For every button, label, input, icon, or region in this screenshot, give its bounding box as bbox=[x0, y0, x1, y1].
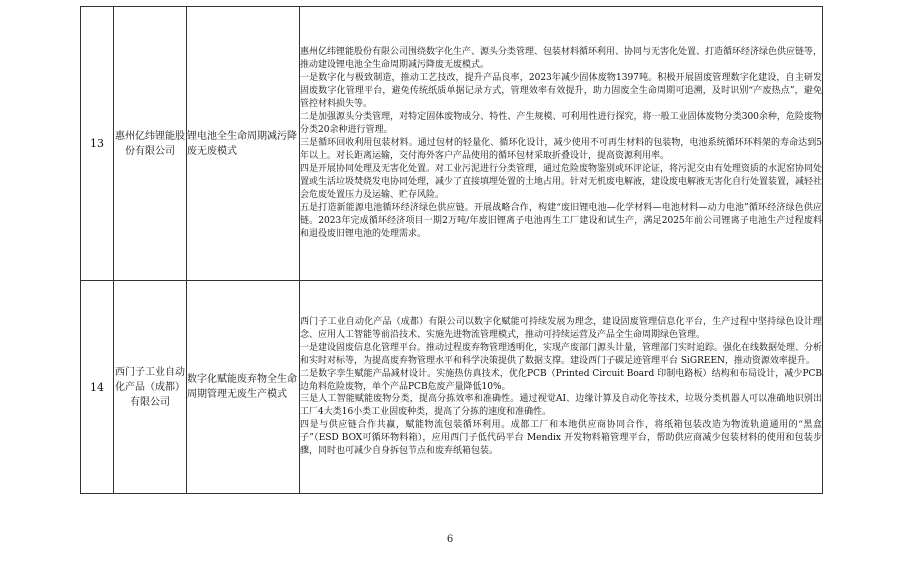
company-name: 西门子工业自动化产品（成都）有限公司 bbox=[114, 281, 187, 494]
project-name: 数字化赋能废弃物全生命周期管理无废生产模式 bbox=[187, 281, 300, 494]
row-number: 14 bbox=[81, 281, 114, 494]
description-paragraph: 四是开展协同处理及无害化处置。对工业污泥进行分类管理，通过危险废物鉴别或环评论证，将污泥交由有处理资质的水泥窑协同处置或生活垃圾焚烧发电协同处理，减少了直接填埋处置的土地占用。针对无机废电解液，建设废电解液无害化自行处置装置，减轻社会危废处置压力及运输、贮存风险。 bbox=[300, 163, 823, 200]
case-description bbox=[300, 7, 823, 281]
description-paragraph: 五是打造新能源电池循环经济绿色供应链。开展战略合作，构建“废旧锂电池—化学材料—电池材料—动力电池”循环经济绿色供应链。2023年完成循环经济项目一期2万吨/年废旧锂离子电池再生工厂建设和试生产，满足2025年前公司锂离子电池生产过程废料和退役废旧锂电池的处理需求。 bbox=[300, 202, 822, 239]
case-table bbox=[80, 6, 823, 494]
page-number: 6 bbox=[446, 534, 454, 545]
description-paragraph: 二是数字孪生赋能产品减材设计。实施热仿真技术，优化PCB（Printed Circuit Board 印制电路板）结构和布局设计，减少PCB边角料危险废物，单个产品PCB危废产量降低10%。 bbox=[300, 368, 822, 392]
description-paragraph: 三是人工智能赋能废物分类，提高分拣效率和准确性。通过视觉AI、边缘计算及自动化等技术，垃圾分类机器人可以准确地识别出工厂4大类16小类工业固废种类，提高了分拣的速度和准确性。 bbox=[300, 394, 822, 418]
description-paragraph: 二是加强源头分类管理，对特定固体废物成分、特性、产生规模、可利用性进行探究，将一般工业固体废物分类300余种，危险废物分类20余种进行管理。 bbox=[300, 112, 822, 136]
description-paragraph: 西门子工业自动化产品（成都）有限公司以数字化赋能可持续发展为理念，建设固废管理信息化平台，生产过程中坚持绿色设计理念、应用人工智能等前沿技术、实施先进物流管理模式，推动可持续运营及产品全生命周期绿色管理。 bbox=[300, 316, 822, 340]
project-name: 锂电池全生命周期减污降废无废模式 bbox=[187, 7, 300, 281]
table-row bbox=[81, 7, 823, 281]
description-paragraph: 三是循环回收利用包装材料。通过包材的轻量化、循环化设计，减少使用不可再生材料的包装物，电池系统循环环料架的寿命达到5年以上。对长距离运输，交付海外客户产品使用的循环包材采取折叠设计，提高资源利用率。 bbox=[300, 138, 822, 161]
table-row bbox=[81, 281, 823, 494]
description-paragraph: 一是建设固废信息化管理平台。推动过程废弃物管理透明化，实现产废部门源头计量，管理部门实时追踪。强化在线数据处理、分析和实时对标等，为提高废弃物管理水平和科学决策提供了数据支撑。建设西门子碳足迹管理平台 SiGREEN，推动资源效率提升。 bbox=[300, 342, 823, 366]
company-name: 惠州亿纬锂能股份有限公司 bbox=[114, 7, 187, 281]
description-paragraph: 四是与供应链合作共赢，赋能物流包装循环利用。成都工厂和本地供应商协同合作，将纸箱包装改造为物流轨道通用的“黑盒子”（ESD BOX可循环物料箱），应用西门子低代码平台 Mendix 开发物料箱管理平台，帮助供应商减少包装材料的使用和包装步骤，同时也可减少自身拆包节点和废弃纸箱包装。 bbox=[300, 420, 822, 457]
row-number: 13 bbox=[81, 7, 114, 281]
description-paragraph: 惠州亿纬锂能股份有限公司围绕数字化生产、源头分类管理、包装材料循环利用、协同与无害化处置、打造循环经济绿色供应链等，推动建设锂电池全生命周期减污降废无废模式。 bbox=[300, 47, 823, 71]
description-paragraph: 一是数字化与极致制造，推动工艺技改，提升产品良率，2023年减少固体废物1397吨。积极开展固废管理数字化建设，自主研发固废数字化管理平台，避免传统纸质单据记录方式，管理效率有效提升，助力固废全生命周期可追溯，及时识别“产废热点”，避免管控材料损失等。 bbox=[300, 73, 822, 110]
case-description bbox=[300, 281, 823, 494]
